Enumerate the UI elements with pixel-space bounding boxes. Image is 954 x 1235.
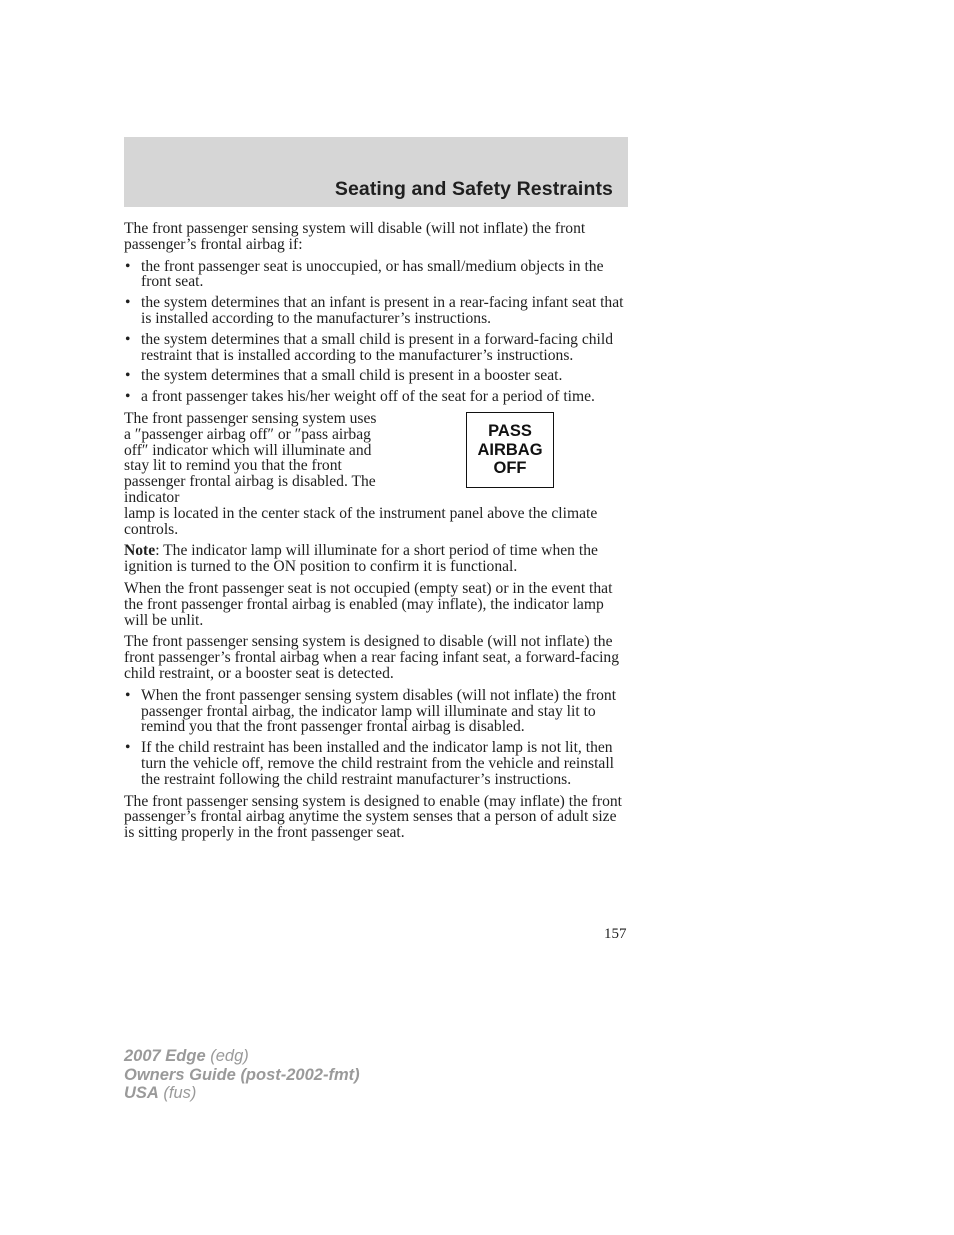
indicator-line-3: OFF — [493, 459, 527, 478]
list-item: • the system determines that a small child is present in a forward-facing child restraint that is installed according to the manufacturer’s instructions. — [125, 330, 614, 364]
page-number: 157 — [604, 926, 627, 942]
note-label: Note — [124, 542, 156, 560]
section-header-band — [124, 137, 628, 207]
intro-paragraph: The front passenger sensing system will disable (will not inflate) the front passenger’s frontal airbag if: — [124, 220, 586, 253]
list-item: • When the front passenger sensing system disables (will not inflate) the front passenger frontal airbag, the indicator lamp will illuminate and stay lit to remind you that the front passenger frontal airbag is disabled. — [125, 686, 617, 736]
list-item: • the system determines that a small child is present in a booster seat. — [125, 367, 563, 385]
page-body — [124, 221, 628, 847]
list-item: • If the child restraint has been installed and the indicator lamp is not lit, then turn the vehicle off, remove the child restraint from the vehicle and reinstall the restraint following the child restraint manufacturer’s instructions. — [125, 739, 614, 788]
indicator-paragraph-top: The front passenger sensing system uses a ″passenger airbag off″ or ″pass airbag off″ indicator which will illuminate and stay lit to remind you that the front passenger frontal airbag is disabled. The indicator — [124, 409, 377, 506]
bullet-icon: • — [125, 330, 131, 348]
designed-disable-paragraph: The front passenger sensing system is designed to disable (will not inflate) the front passenger’s frontal airbag when a rear facing infant seat, a forward-facing child restraint, or a booster seat is detected. — [124, 633, 620, 682]
disable-bullets-list — [124, 688, 628, 788]
bullet-icon: • — [125, 294, 131, 312]
list-item: • the system determines that an infant is present in a rear-facing infant seat that is installed according to the manufacturer’s instructions. — [125, 294, 624, 327]
unlit-paragraph: When the front passenger seat is not occupied (empty seat) or in the event that the front passenger frontal airbag is enabled (may inflate), the indicator lamp will be unlit. — [124, 579, 613, 629]
bullet-icon: • — [125, 739, 131, 757]
indicator-line-2: AIRBAG — [477, 440, 543, 459]
list-item: • the front passenger seat is unoccupied, or has small/medium objects in the front seat. — [125, 257, 604, 291]
pass-airbag-off-indicator-icon — [466, 412, 554, 488]
note-paragraph — [124, 543, 628, 575]
bullet-icon: • — [125, 257, 131, 275]
disable-conditions-list — [124, 259, 628, 405]
enable-paragraph: The front passenger sensing system is designed to enable (may inflate) the front passenger’s frontal airbag anytime the system senses that a person of adult size is sitting properly in the front passenger seat. — [124, 792, 622, 842]
bullet-icon: • — [125, 686, 131, 704]
indicator-line-1: PASS — [488, 422, 532, 441]
indicator-paragraph-rest: lamp is located in the center stack of the instrument panel above the climate controls. — [124, 504, 598, 538]
note-text: : The indicator lamp will illuminate for a short period of time when the ignition is turned to the ON position to confirm it is functional. — [124, 542, 598, 576]
list-item: • a front passenger takes his/her weight off of the seat for a period of time. — [125, 388, 595, 406]
bullet-icon: • — [125, 367, 131, 385]
footer-line-3: USA (fus) — [124, 1084, 197, 1102]
indicator-section — [124, 411, 628, 537]
section-title: Seating and Safety Restraints — [334, 178, 613, 200]
footer-line-1: 2007 Edge (edg) — [124, 1047, 249, 1065]
bullet-icon: • — [125, 388, 131, 406]
footer-line-2: Owners Guide (post-2002-fmt) — [124, 1065, 360, 1084]
document-footer — [124, 1047, 360, 1103]
